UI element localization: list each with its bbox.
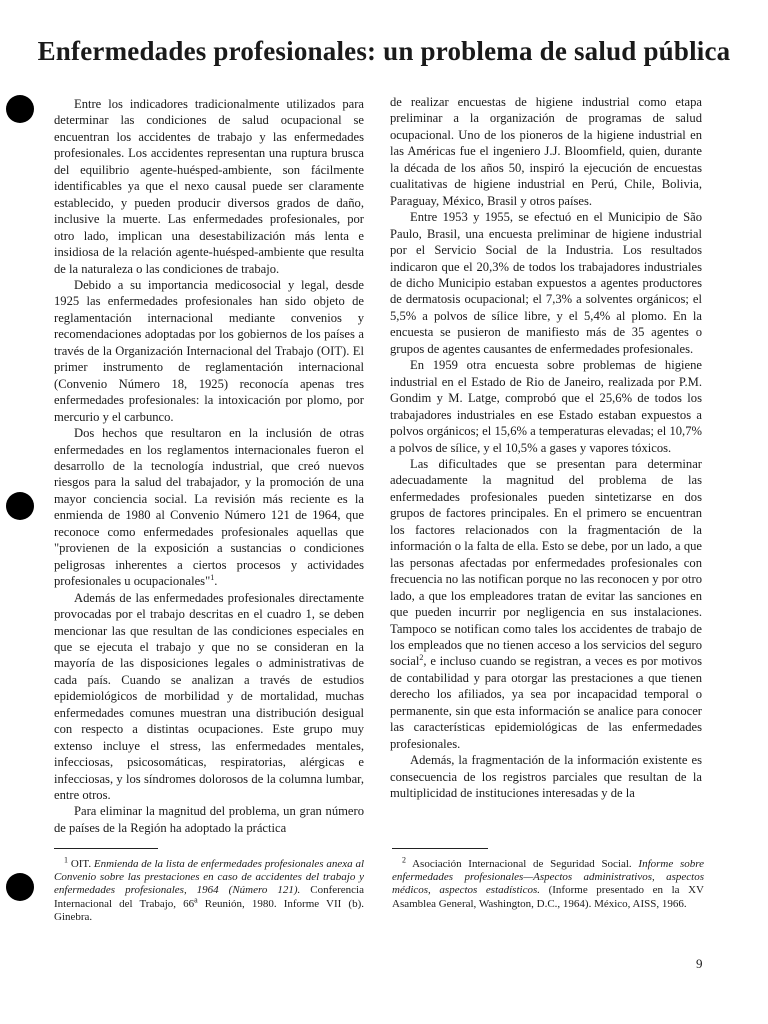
footnote-ref: 2 <box>419 653 424 663</box>
paragraph: Además, la fragmentación de la información existente es consecuencia de los registros parciales que resultan de la multiplicidad de instituciones interesadas y de la <box>390 753 702 801</box>
page-title: Enfermedades profesionales: un problema de salud pública <box>37 36 731 66</box>
paragraph: Dos hechos que resultaron en la inclusión de otras enfermedades en los reglamentos internacionales fueron el desarrollo de la tecnología industrial, que creó nuevos riesgos para la salud del trabajador, y la promoción de una mayor conciencia social. La revisión más reciente es la enmienda de 1980 al Convenio Número 121 de 1964, que reconoce como enfermedades profesionales aquellas que "provienen de la exposición a sustancias o condiciones peligrosas inherentes a ciertos procesos y actividades profesionales u ocupacionales"$^1$. <box>54 426 364 589</box>
margin-dot <box>6 492 34 520</box>
paragraph: de realizar encuestas de higiene industrial como etapa preliminar a la organización de programas de salud ocupacional. Uno de los pioneros de la higiene industrial en las Américas fue el ingeniero J.J. Bloomfield, quien, durante la década de los años 50, inspiró la ejecución de encuestas cualitativas de higiene industrial en Perú, Chile, Bolivia, Paraguay, México, Brasil y otros países. <box>390 95 702 208</box>
paragraph: Además de las enfermedades profesionales directamente provocadas por el trabajo descritas en el cuadro 1, se deben mencionar las que resultan de las condiciones especiales en que se ejecuta el trabajo y que no se consideran en la mayoría de las disposiciones legales o administrativas de cada país. Cuando se analizan a través de estudios epidemiológicos de morbilidad y de mortalidad, muchas enfermedades comunes muestran una distribución desigual con respecto a distintas ocupaciones. Este grupo muy extenso incluye el stress, las enfermedades mentales, infecciosas, psicosomáticas, respiratorias, alérgicas e infecciosas, y los síndromes dolorosos de la columna lumbar, entre otros. <box>54 590 364 803</box>
paragraph: Entre 1953 y 1955, se efectuó en el Municipio de São Paulo, Brasil, una encuesta preliminar de higiene industrial por el Servicio Social de la Industria. Los resultados indicaron que el 20,3% de todos los trabajadores industriales de dicho Municipio estaban expuestos a agentes productores de dermatosis ocupacional; el 7,3% a solventes orgánicos; el 5,5% a polvos de sílice libre, y el 5,4% al plomo. En la encuesta se pusieron de manifiesto más de 35 agentes o grupos de agentes causantes de enfermedades profesionales. <box>390 210 702 356</box>
footnote-1: $^1$ OIT. Enmienda de la lista de enfermedades profesionales anexa al Convenio sobre las prestaciones en caso de accidentes del trabajo y enfermedades profesionales, 1964 (Número 121). Conferencia Internacional del Trabajo, 66$^a$ Reunión, 1980. Informe VII (b). Ginebra. <box>54 855 365 923</box>
margin-dot <box>6 95 34 123</box>
footnote-rule <box>392 848 488 849</box>
footnote-2: $^2$ Asociación Internacional de Seguridad Social. Informe sobre enfermedades profesionales—Aspectos administrativos, aspectos médicos, aspectos estadísticos. (Informe presentado en la XV Asamblea General, Washington, D.C., 1964). México, AISS, 1966. <box>392 855 705 910</box>
margin-dot <box>6 873 34 901</box>
footnote-ref: 1 <box>210 572 215 582</box>
page-number: 9 <box>696 956 703 971</box>
right-column <box>390 94 702 801</box>
paragraph: Las dificultades que se presentan para determinar adecuadamente la magnitud del problema de las enfermedades profesionales pueden sintetizarse en dos grupos de factores principales. En el primero se encuentran los factores relacionados con la fragmentación de la información o la falta de ella. Esto se debe, por un lado, a que las personas afectadas por enfermedades profesionales con frecuencia no las notifican porque no las reconocen y por otro lado, a que los empleadores tratan de evitar las sanciones en que pueden incurrir por negligencia en sus instalaciones. Tampoco se notifican como tales los accidentes de trabajo de los empleados que no tienen acceso a los servicios del seguro social$^2$, e incluso cuando se registran, a veces es por motivos de contabilidad y para otorgar las prestaciones a que tienen derecho los afiliados, ya sea por incapacidad temporal o permanente, sin que esta información se analice para conocer las características epidemiológicas de las enfermedades profesionales. <box>390 456 702 751</box>
footnote-rule <box>54 848 158 849</box>
paragraph: Para eliminar la magnitud del problema, un gran número de países de la Región ha adoptado la práctica <box>54 804 364 835</box>
paragraph: En 1959 otra encuesta sobre problemas de higiene industrial en el Estado de Rio de Janeiro, realizada por P.M. Gondim y M. Latge, comprobó que el 25,6% de todos los trabajadores industriales en ese Estado estaban expuestos a polvos orgánicos; el 15,6% a temperaturas elevadas; el 10,7% a polvos de sílice, y el 10,5% a gases y vapores tóxicos. <box>390 358 702 455</box>
left-column <box>54 96 364 836</box>
paragraph: Entre los indicadores tradicionalmente utilizados para determinar las condiciones de salud ocupacional se encuentran los accidentes de trabajo y las enfermedades profesionales. Los accidentes representan una ruptura brusca del equilibrio agente-huésped-ambiente, son fácilmente identificables ya que el nexo causal puede ser claramente establecido, y pueden producir diversos grados de daño, inclusive la muerte. Las enfermedades profesionales, por otro lado, implican una desestabilización más lenta e insidiosa de la relación agente-huésped-ambiente que resulta de la naturaleza o las condiciones de trabajo. <box>54 97 364 276</box>
paragraph: Debido a su importancia medicosocial y legal, desde 1925 las enfermedades profesionales han sido objeto de reglamentación internacional mediante convenios y recomendaciones adoptadas por los gobiernos de los países a través de la Organización Internacional del Trabajo (OIT). El primer instrumento de reglamentación internacional (Convenio Número 18, 1925) reconocía apenas tres enfermedades profesionales: la intoxicación por plomo, por mercurio y el carbunco. <box>54 277 364 424</box>
